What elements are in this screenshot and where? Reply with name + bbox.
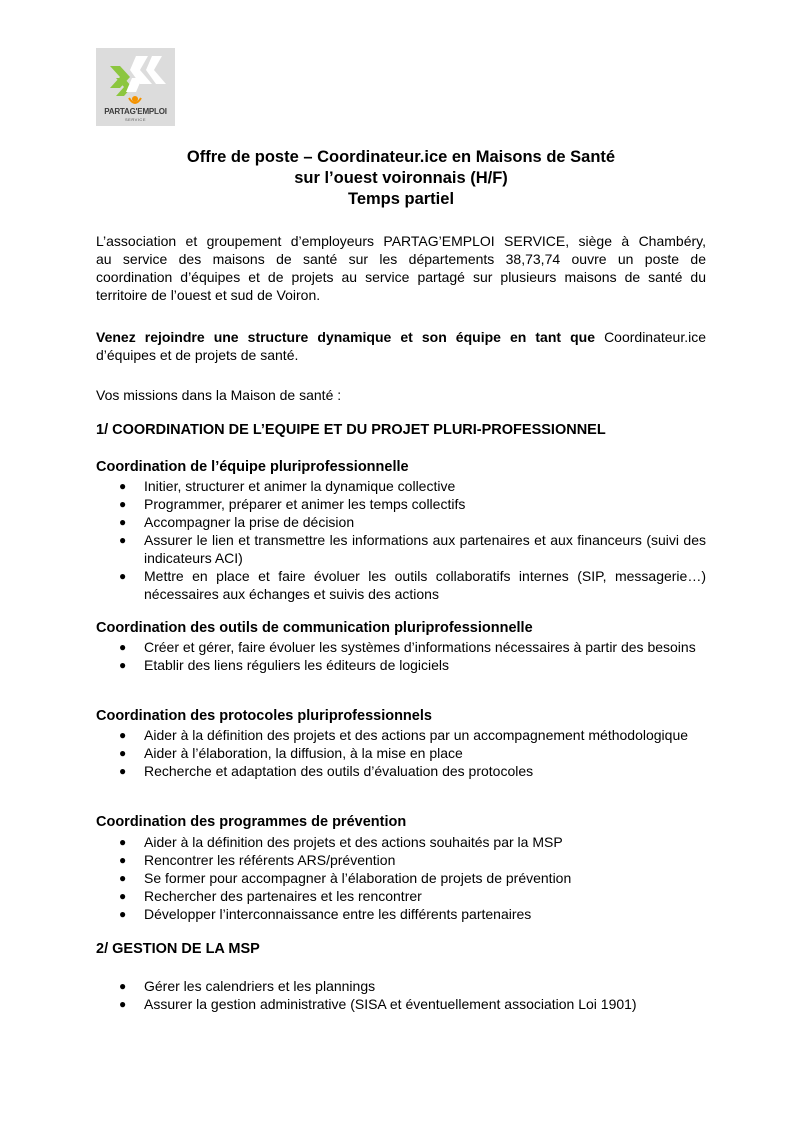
list-item: ● Recherche et adaptation des outils d’évaluation des protocoles bbox=[119, 763, 534, 779]
bullet-icon: ● bbox=[119, 907, 127, 921]
subsection-title: Coordination de l’équipe pluriprofessionnelle bbox=[96, 459, 409, 475]
bullet-list bbox=[96, 477, 706, 603]
bullet-icon: ● bbox=[119, 569, 127, 583]
list-item: ● Gérer les calendriers et les plannings bbox=[119, 978, 376, 994]
bullet-icon: ● bbox=[119, 835, 127, 849]
join-paragraph bbox=[96, 328, 706, 364]
intro-line: coordination d’équipes et de projets au service partagé sur plusieurs maisons de santé du bbox=[96, 269, 706, 285]
bullet-list bbox=[96, 977, 706, 1013]
subsection-title: Coordination des programmes de prévention bbox=[96, 814, 407, 830]
bullet-icon: ● bbox=[119, 871, 127, 885]
bullet-icon: ● bbox=[119, 889, 127, 903]
bullet-icon: ● bbox=[119, 515, 127, 529]
list-item: ● Initier, structurer et animer la dynamique collective bbox=[119, 478, 456, 494]
bullet-icon: ● bbox=[119, 479, 127, 493]
intro-line: territoire de l’ouest et sud de Voiron. bbox=[96, 287, 321, 303]
bullet-icon: ● bbox=[119, 497, 127, 511]
bullet-icon: ● bbox=[119, 979, 127, 993]
subsection-title: Coordination des outils de communication pluriprofessionnelle bbox=[96, 620, 533, 636]
subsection-title: Coordination des protocoles pluriprofessionnels bbox=[96, 708, 432, 724]
join-bold: Venez rejoindre une structure dynamique et son équipe en tant que bbox=[96, 329, 595, 345]
intro-line: L’association et groupement d’employeurs PARTAG’EMPLOI SERVICE, siège à Chambéry, bbox=[96, 233, 706, 249]
list-item: ● Mettre en place et faire évoluer les outils collaboratifs internes (SIP, messagerie…) nécessaires aux échanges et suivis des actions bbox=[119, 568, 706, 602]
list-item: ● Aider à l’élaboration, la diffusion, à la mise en place bbox=[119, 745, 463, 761]
list-item: ● Etablir des liens réguliers les éditeurs de logiciels bbox=[119, 657, 450, 673]
intro-line: au service des maisons de santé sur les départements 38,73,74 ouvre un poste de bbox=[96, 251, 706, 267]
intro-paragraph bbox=[96, 232, 706, 304]
join-line-1 bbox=[96, 328, 706, 346]
bullet-icon: ● bbox=[119, 640, 127, 654]
bullet-icon: ● bbox=[119, 658, 127, 672]
list-item: ● Se former pour accompagner à l’élaboration de projets de prévention bbox=[119, 870, 572, 886]
logo-subtitle: SERVICE bbox=[125, 117, 146, 122]
list-item: ● Rencontrer les référents ARS/prévention bbox=[119, 852, 396, 868]
list-item: ● Créer et gérer, faire évoluer les systèmes d’informations nécessaires à partir des besoins bbox=[119, 639, 696, 655]
title-line-3: Temps partiel bbox=[347, 190, 455, 208]
list-item: ● Assurer la gestion administrative (SISA et éventuellement association Loi 1901) bbox=[119, 996, 637, 1012]
title-line-1: Offre de poste – Coordinateur.ice en Maisons de Santé bbox=[186, 148, 616, 166]
bullet-icon: ● bbox=[119, 728, 127, 742]
join-role: Coordinateur.ice bbox=[604, 329, 707, 345]
title-line-2: sur l’ouest voironnais (H/F) bbox=[294, 169, 508, 187]
list-item: ● Programmer, préparer et animer les temps collectifs bbox=[119, 496, 466, 512]
section-2-title: 2/ GESTION DE LA MSP bbox=[96, 941, 260, 957]
bullet-list bbox=[96, 833, 706, 923]
join-line-2: d’équipes et de projets de santé. bbox=[96, 347, 299, 363]
logo bbox=[96, 48, 175, 126]
list-item: ● Assurer le lien et transmettre les informations aux partenaires et aux financeurs (suivi des indicateurs ACI) bbox=[119, 532, 706, 566]
missions-intro: Vos missions dans la Maison de santé : bbox=[96, 387, 342, 403]
bullet-icon: ● bbox=[119, 997, 127, 1011]
logo-name: PARTAG'EMPLOI bbox=[104, 107, 167, 116]
page-title bbox=[96, 147, 706, 210]
bullet-icon: ● bbox=[119, 746, 127, 760]
list-item: ● Accompagner la prise de décision bbox=[119, 514, 355, 530]
list-item: ● Développer l’interconnaissance entre les différents partenaires bbox=[119, 906, 532, 922]
list-item: ● Aider à la définition des projets et des actions par un accompagnement méthodologique bbox=[119, 727, 689, 743]
bullet-icon: ● bbox=[119, 853, 127, 867]
section-1-title: 1/ COORDINATION DE L’EQUIPE ET DU PROJET PLURI-PROFESSIONNEL bbox=[96, 422, 606, 438]
list-item: ● Rechercher des partenaires et les rencontrer bbox=[119, 888, 422, 904]
list-item: ● Aider à la définition des projets et des actions souhaités par la MSP bbox=[119, 834, 563, 850]
bullet-list bbox=[96, 638, 706, 674]
bullet-list bbox=[96, 726, 706, 780]
bullet-icon: ● bbox=[119, 764, 127, 778]
bullet-icon: ● bbox=[119, 533, 127, 547]
